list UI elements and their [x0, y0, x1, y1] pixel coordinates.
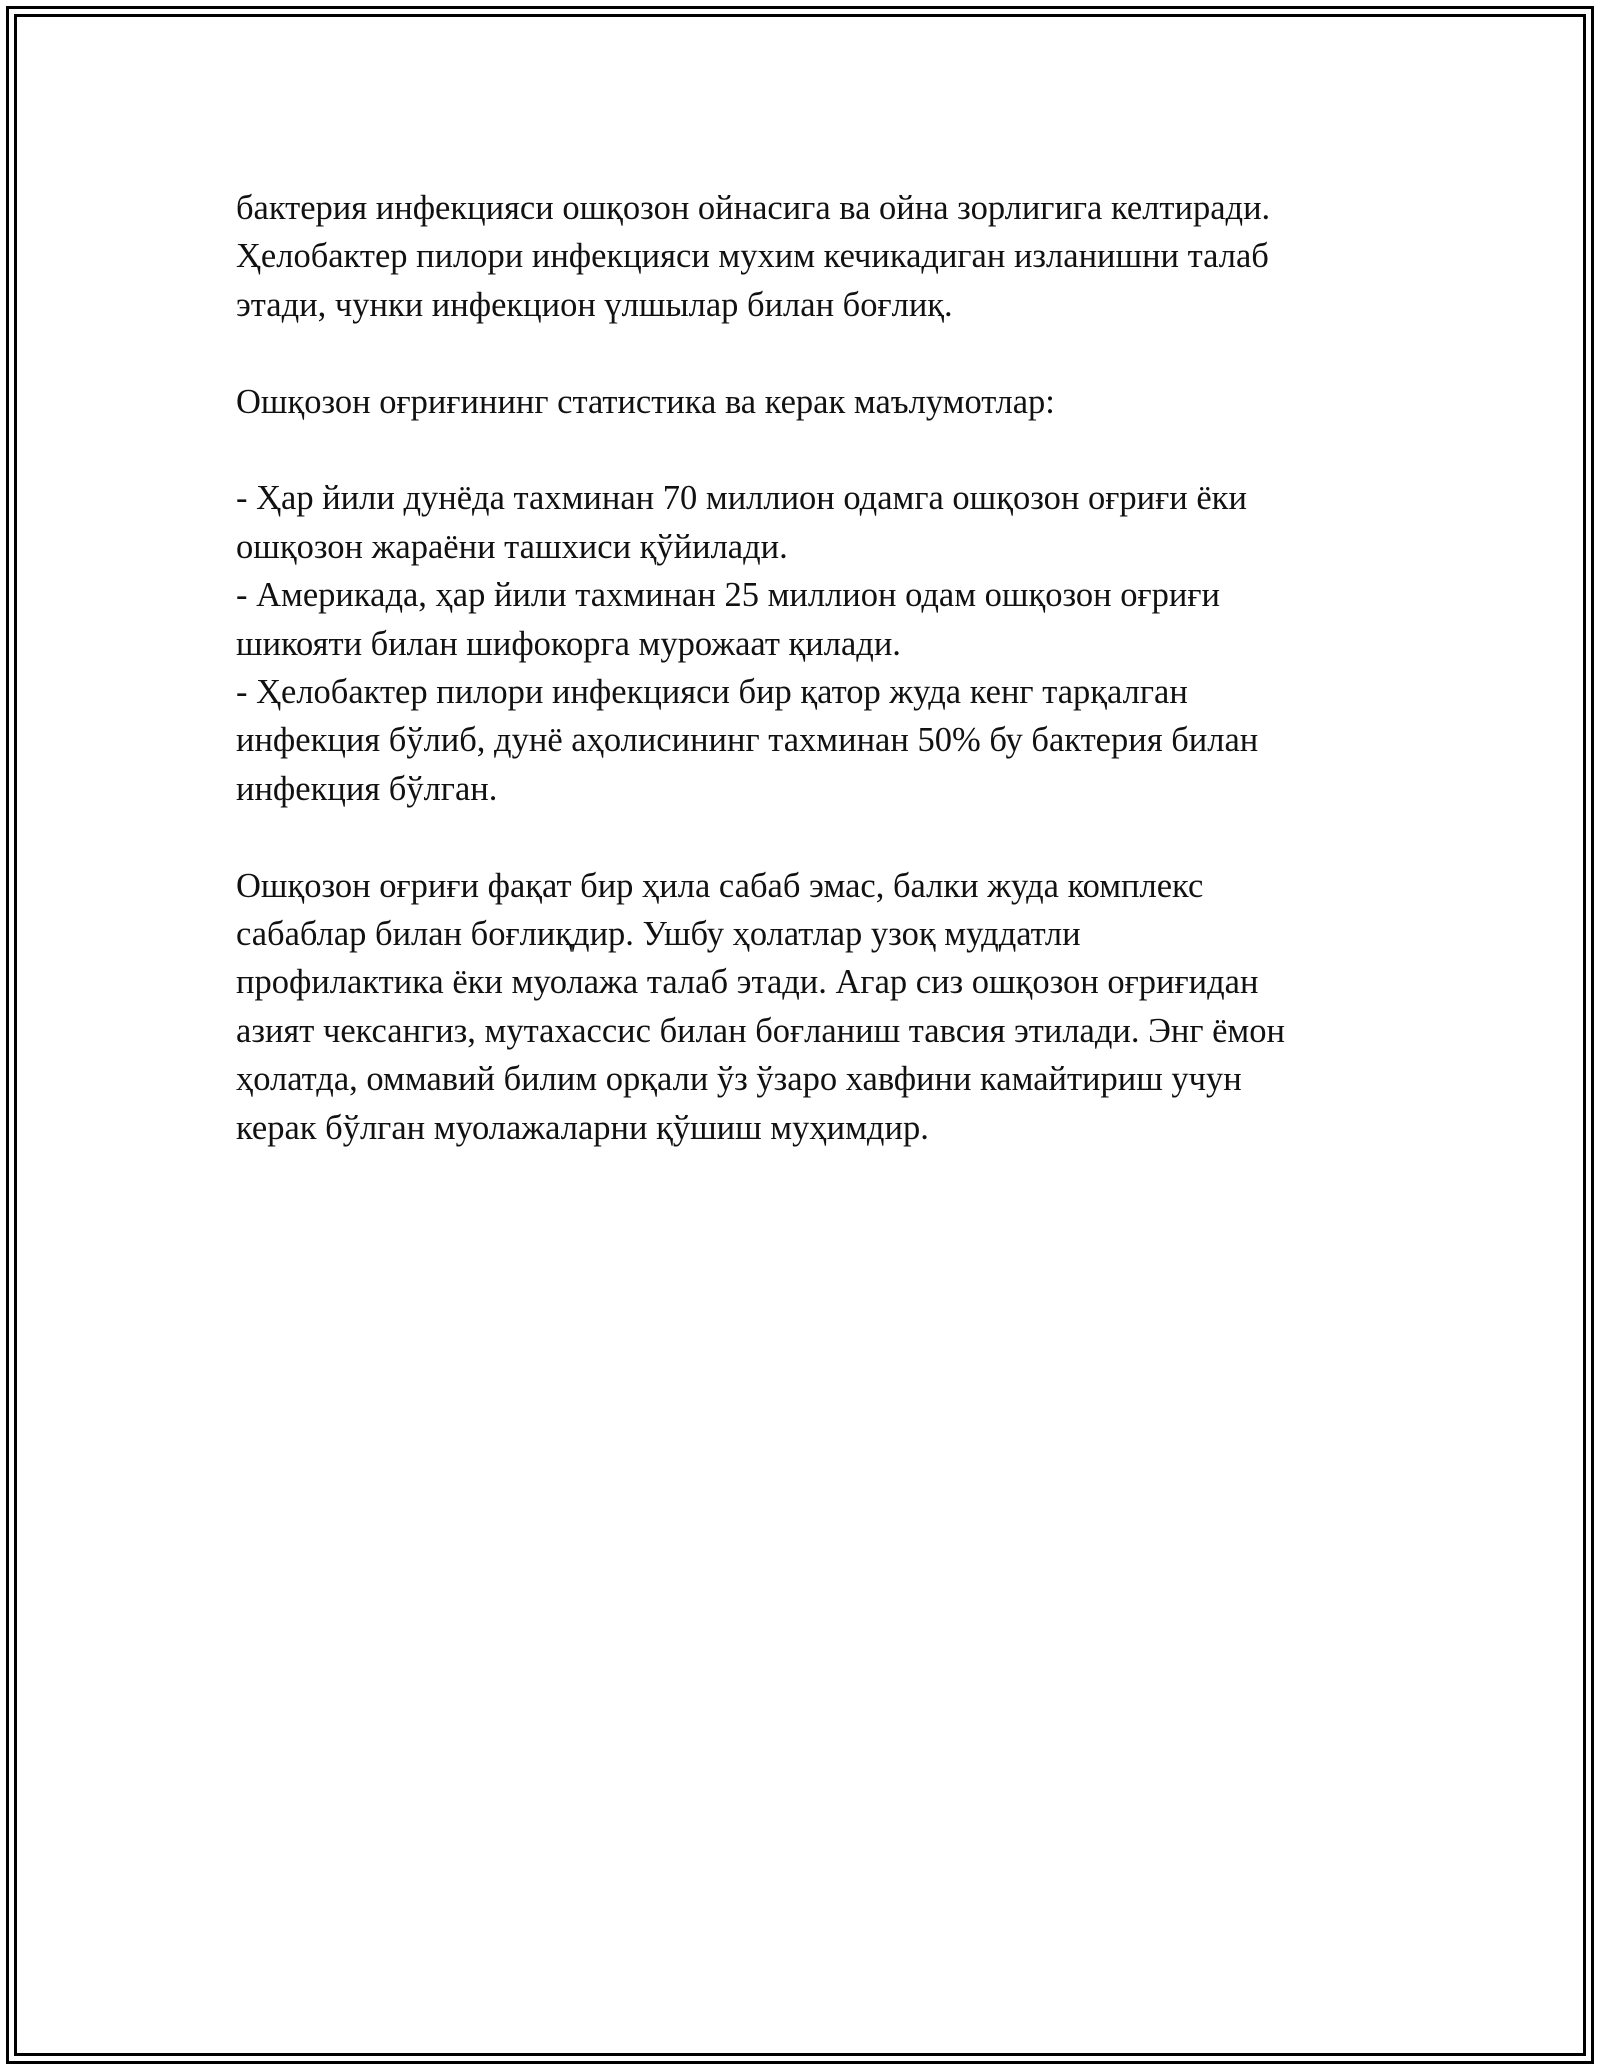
text-line: профилактика ёки муолажа талаб этади. Агар сиз ошқозон оғриғидан	[236, 963, 1259, 1002]
text-line: Ҳелобактер пилори инфекцияси мухим кечикадиган изланишни талаб	[236, 237, 1269, 276]
paragraph-gap	[236, 329, 1366, 377]
text-line: инфекция бўлган.	[236, 769, 498, 808]
paragraph-gap	[236, 813, 1366, 861]
statistics-list	[236, 474, 1366, 813]
list-item	[236, 668, 1366, 813]
text-line: - Ҳар йили дунёда тахминан 70 миллион одамга ошқозон оғриғи ёки	[236, 479, 1247, 518]
heading-text: Ошқозон оғриғининг статистика ва керак маълумотлар:	[236, 382, 1055, 421]
text-line: сабаблар билан боғлиқдир. Ушбу ҳолатлар узоқ муддатли	[236, 915, 1081, 954]
text-line: керак бўлган муолажаларни қўшиш муҳимдир.	[236, 1108, 929, 1147]
text-line: - Америкада, ҳар йили тахминан 25 миллион одам ошқозон оғриғи	[236, 576, 1220, 615]
text-line: азият чексангиз, мутахассис билан боғланиш тавсия этилади. Энг ёмон	[236, 1011, 1285, 1050]
conclusion-paragraph	[236, 862, 1366, 1152]
list-item	[236, 474, 1366, 571]
text-line: бактерия инфекцияси ошқозон ойнасига ва ойна зорлигига келтиради.	[236, 189, 1271, 227]
document-body	[236, 184, 1366, 1152]
text-line: этади, чунки инфекцион үлшылар билан боғлиқ.	[236, 285, 953, 324]
text-line: ҳолатда, оммавий билим орқали ўз ўзаро хавфини камайтириш учун	[236, 1060, 1242, 1099]
text-line: - Ҳелобактер пилори инфекцияси бир қатор жуда кенг тарқалган	[236, 673, 1188, 712]
list-item	[236, 571, 1366, 668]
intro-paragraph	[236, 184, 1366, 329]
paragraph-gap	[236, 426, 1366, 474]
statistics-heading	[236, 378, 1366, 426]
text-line: ошқозон жараёни ташхиси қўйилади.	[236, 527, 788, 566]
text-line: шикояти билан шифокорга мурожаат қилади.	[236, 624, 901, 663]
text-line: инфекция бўлиб, дунё аҳолисининг тахминан 50% бу бактерия билан	[236, 721, 1259, 760]
text-line: Ошқозон оғриғи фақат бир ҳила сабаб эмас, балки жуда комплекс	[236, 866, 1204, 905]
